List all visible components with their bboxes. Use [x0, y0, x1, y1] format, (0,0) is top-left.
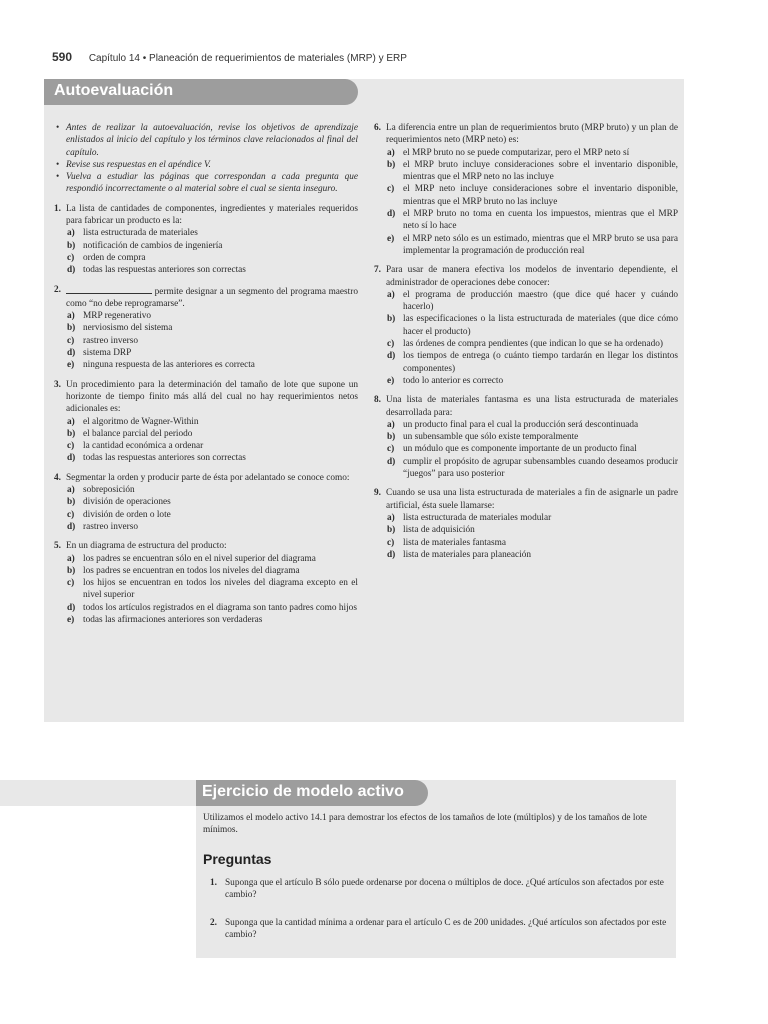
option-text: los padres se encuentran en todos los niveles del diagrama	[83, 565, 300, 576]
option-text: lista de adquisición	[403, 525, 475, 536]
question-number: 1.	[54, 203, 61, 214]
autoevaluacion-title: Autoevaluación	[54, 82, 174, 99]
option	[54, 416, 358, 428]
option	[374, 375, 678, 387]
option-text: las especificaciones o la lista estructurada de materiales (que dice cómo hacer el producto)	[403, 314, 678, 337]
option-text: división de operaciones	[83, 497, 171, 508]
option-letter: a)	[67, 416, 75, 427]
option	[374, 147, 678, 159]
option-text: el MRP bruto no se puede computarizar, pero el MRP neto sí	[403, 147, 630, 158]
question-number: 6.	[374, 123, 381, 133]
question-text: En un diagrama de estructura del producto:	[66, 541, 227, 552]
option-text: sobreposición	[83, 485, 135, 496]
option	[374, 537, 678, 549]
option	[54, 322, 358, 334]
option-text: la cantidad económica a ordenar	[83, 441, 204, 452]
option	[54, 496, 358, 508]
option	[374, 456, 678, 481]
option-letter: d)	[67, 521, 76, 532]
option	[374, 350, 678, 375]
option-text: todas las respuestas anteriores son correctas	[83, 265, 246, 276]
option-letter: a)	[67, 228, 75, 239]
option-text: nerviosismo del sistema	[83, 323, 173, 334]
option	[54, 614, 358, 626]
pregunta-1	[203, 877, 673, 902]
option	[54, 335, 358, 347]
option	[374, 233, 678, 258]
option	[54, 509, 358, 521]
option	[54, 252, 358, 264]
option-letter: c)	[387, 339, 395, 350]
option	[374, 338, 678, 350]
option	[54, 484, 358, 496]
option	[54, 440, 358, 452]
question-number: 7.	[374, 265, 381, 276]
question-3	[54, 379, 358, 416]
option	[374, 431, 678, 443]
option	[54, 553, 358, 565]
pregunta-number: 2.	[210, 918, 217, 928]
page-number: 590	[52, 50, 73, 64]
question-1	[54, 203, 358, 228]
option	[54, 577, 358, 602]
option-letter: b)	[67, 240, 76, 251]
question-number: 4.	[54, 472, 61, 483]
question-number: 8.	[374, 395, 381, 406]
option-text: los hijos se encuentran en todos los niveles del diagrama excepto en el nivel superior	[83, 578, 358, 601]
option	[54, 310, 358, 322]
option-text: rastreo inverso	[83, 335, 138, 346]
question-text: permite designar a un segmento del programa maestro como “no debe reprogramarse”.	[66, 286, 359, 309]
option-text: todo lo anterior es correcto	[403, 375, 504, 386]
option-text: lista de materiales fantasma	[403, 537, 506, 548]
right-column	[374, 122, 678, 561]
option-text: todas las respuestas anteriores son correctas	[83, 453, 246, 464]
option-text: todas las afirmaciones anteriores son verdaderas	[83, 614, 263, 625]
option-letter: e)	[387, 233, 395, 244]
option-letter: c)	[67, 335, 75, 346]
option-text: rastreo inverso	[83, 521, 138, 532]
option-letter: d)	[67, 348, 76, 359]
option-letter: c)	[387, 444, 395, 455]
option	[54, 227, 358, 239]
option-text: lista de materiales para planeación	[403, 549, 532, 560]
option-text: un producto final para el cual la producción será descontinuada	[403, 419, 639, 430]
option	[374, 183, 678, 208]
bullet-item: • Revise sus respuestas en el apéndice V.	[54, 159, 358, 171]
option	[54, 602, 358, 614]
option-letter: d)	[387, 456, 396, 467]
option-letter: d)	[67, 453, 76, 464]
ejercicio-title-band	[196, 780, 428, 806]
option	[374, 443, 678, 455]
question-text: Un procedimiento para la determinación del tamaño de lote que supone un horizonte de tiempo finito más allá del cual no hay requerimientos netos adicionales es:	[66, 379, 358, 415]
autoevaluacion-title-band	[44, 79, 358, 105]
option	[54, 452, 358, 464]
option-letter: a)	[67, 485, 75, 496]
option-letter: d)	[387, 549, 396, 560]
option-letter: b)	[67, 323, 76, 334]
question-8	[374, 394, 678, 419]
option-letter: c)	[67, 252, 75, 263]
left-column	[54, 122, 358, 626]
question-text: Cuando se usa una lista estructurada de materiales a fin de asignarle un padre artificial, ésta suele llamarse:	[386, 488, 678, 511]
question-7	[374, 264, 678, 289]
question-9	[374, 487, 678, 512]
option-text: un subensamble que sólo existe temporalmente	[403, 432, 579, 443]
question-number: 2.	[54, 284, 61, 295]
option-letter: b)	[67, 428, 76, 439]
exercise-band-extension	[0, 780, 196, 806]
running-title: Capítulo 14 • Planeación de requerimientos de materiales (MRP) y ERP	[88, 53, 407, 64]
option-text: el MRP bruto no toma en cuenta los impuestos, mientras que el MRP neto sí lo hace	[403, 209, 678, 232]
ejercicio-title: Ejercicio de modelo activo	[202, 783, 404, 800]
option-text: las órdenes de compra pendientes (que indican lo que se ha ordenado)	[403, 339, 663, 350]
option-letter: d)	[67, 265, 76, 276]
option-letter: b)	[387, 159, 396, 170]
question-5	[54, 540, 358, 552]
option-letter: e)	[387, 375, 395, 386]
option	[374, 289, 678, 314]
bullet-item: • Antes de realizar la autoevaluación, revise los objetivos de aprendizaje enlistados al inicio del capítulo y los términos clave relacionados al final del capítulo.	[54, 122, 358, 159]
option	[54, 428, 358, 440]
question-6	[374, 122, 678, 147]
option-text: orden de compra	[83, 252, 146, 263]
question-4	[54, 472, 358, 484]
question-text: Segmentar la orden y producir parte de ésta por adelantado se conoce como:	[66, 472, 350, 483]
question-text: Para usar de manera efectiva los modelos de inventario dependiente, el administrador de operaciones debe conocer:	[386, 265, 678, 288]
option	[374, 313, 678, 338]
option-letter: d)	[67, 602, 76, 613]
option-text: lista estructurada de materiales	[83, 228, 198, 239]
option	[54, 359, 358, 371]
question-text: La diferencia entre un plan de requerimientos bruto (MRP bruto) y un plan de requerimientos neto (MRP neto) es:	[386, 123, 678, 146]
option	[54, 347, 358, 359]
option-letter: b)	[387, 432, 396, 443]
option-letter: a)	[387, 147, 395, 158]
question-text: Una lista de materiales fantasma es una lista estructurada de materiales desarrollada para:	[386, 395, 678, 418]
option-text: el MRP bruto incluye consideraciones sobre el inventario disponible, mientras que el MRP neto no las incluye	[403, 159, 678, 183]
option-letter: e)	[67, 360, 75, 371]
option	[374, 159, 678, 184]
pregunta-number: 1.	[210, 878, 217, 888]
option-letter: c)	[67, 578, 75, 589]
option-text: lista estructurada de materiales modular	[403, 512, 552, 523]
option-text: el balance parcial del periodo	[83, 428, 193, 439]
option-text: MRP regenerativo	[83, 311, 152, 322]
option-text: división de orden o lote	[83, 509, 171, 520]
question-2	[54, 284, 358, 311]
option-text: ninguna respuesta de las anteriores es correcta	[83, 360, 255, 371]
option-text: un módulo que es componente importante de un producto final	[403, 444, 637, 455]
option-letter: b)	[387, 525, 396, 536]
option-letter: a)	[387, 512, 395, 523]
option	[54, 565, 358, 577]
option-text: el algoritmo de Wagner-Within	[83, 416, 199, 427]
option	[54, 521, 358, 533]
option-text: el programa de producción maestro (que dice qué hacer y cuándo hacerlo)	[403, 289, 678, 313]
option	[374, 524, 678, 536]
running-header	[52, 50, 407, 64]
option-letter: c)	[387, 537, 395, 548]
option-letter: b)	[67, 497, 76, 508]
question-number: 9.	[374, 488, 381, 499]
option	[54, 240, 358, 252]
option-text: cumplir el propósito de agrupar subensambles cuando deseamos producir “juegos” para uso posterior	[403, 456, 678, 480]
option-letter: b)	[67, 565, 76, 576]
option	[374, 419, 678, 431]
option-letter: a)	[67, 311, 75, 322]
option	[54, 264, 358, 276]
option-text: notificación de cambios de ingeniería	[83, 240, 223, 251]
question-number: 3.	[54, 379, 61, 390]
bullet-item: • Vuelva a estudiar las páginas que correspondan a cada pregunta que respondió incorrectamente o al material sobre el cual se sienta inseguro.	[54, 171, 358, 196]
option-text: los tiempos de entrega (o cuánto tiempo tardarán en llegar los distintos componentes)	[403, 351, 678, 374]
option-letter: b)	[387, 314, 396, 325]
fill-in-blank	[66, 284, 152, 294]
option-letter: a)	[387, 289, 395, 300]
option-text: sistema DRP	[83, 348, 132, 359]
option-text: todos los artículos registrados en el diagrama son tanto padres como hijos	[83, 602, 357, 613]
option-letter: a)	[387, 419, 395, 430]
option-text: el MRP neto incluye consideraciones sobre el inventario disponible, mientras que el MRP bruto no las incluye	[403, 184, 678, 207]
ejercicio-intro: Utilizamos el modelo activo 14.1 para demostrar los efectos de los tamaños de lote (múltiplos) y de los tamaños de lote mínimos.	[203, 813, 647, 836]
pregunta-text: Suponga que el artículo B sólo puede ordenarse por docena o múltiplos de doce. ¿Qué artículos son afectados por este cambio?	[225, 878, 664, 901]
option	[374, 549, 678, 561]
question-number: 5.	[54, 541, 61, 552]
option-letter: c)	[387, 184, 395, 195]
preguntas-heading: Preguntas	[203, 851, 272, 867]
option	[374, 512, 678, 524]
pregunta-text: Suponga que la cantidad mínima a ordenar para el artículo C es de 200 unidades. ¿Qué artículos son afectados por este cambio?	[225, 918, 667, 941]
option-letter: e)	[67, 614, 75, 625]
option-letter: d)	[387, 351, 396, 362]
option-text: el MRP neto sólo es un estimado, mientras que el MRP bruto se usa para implementar la programación de producción real	[403, 233, 678, 256]
option-letter: c)	[67, 441, 75, 452]
option-letter: c)	[67, 509, 75, 520]
option-letter: a)	[67, 553, 75, 564]
option-letter: d)	[387, 209, 396, 220]
option-text: los padres se encuentran sólo en el nivel superior del diagrama	[83, 553, 316, 564]
question-text: La lista de cantidades de componentes, ingredientes y materiales requeridos para fabricar un producto es la:	[66, 203, 358, 227]
pregunta-2	[203, 917, 673, 942]
option	[374, 208, 678, 233]
